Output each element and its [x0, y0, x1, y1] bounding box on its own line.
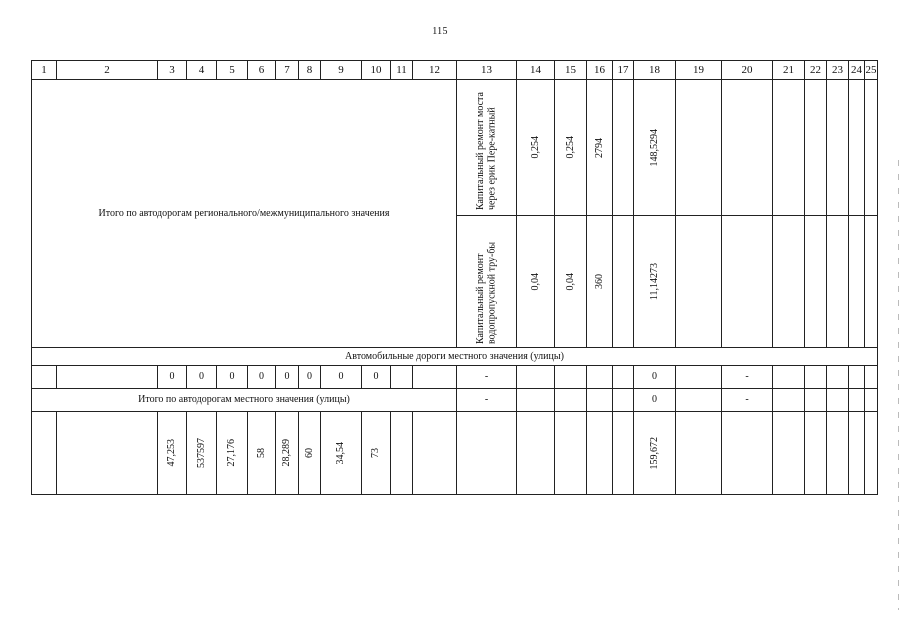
col-header: 15 [555, 61, 587, 80]
cell [517, 366, 555, 389]
cell-value: 11,14273 [648, 262, 660, 301]
regional-total-label: Итого по автодорогам регионального/межмуниципального значения [32, 80, 457, 348]
cell [849, 216, 865, 348]
col-header: 12 [413, 61, 457, 80]
cell [827, 412, 849, 495]
cell: 0 [321, 366, 362, 389]
col-header: 2 [57, 61, 158, 80]
cell [613, 412, 634, 495]
cell [676, 412, 722, 495]
local-total-label: Итого по автодорогам местного значения (улицы) [32, 389, 457, 412]
cell [865, 80, 878, 216]
cell [849, 389, 865, 412]
col-header: 18 [634, 61, 676, 80]
cell: 0 [634, 366, 676, 389]
cell [187, 412, 217, 495]
cell-value: 47,253 [166, 439, 178, 467]
col-header: 16 [587, 61, 613, 80]
cell [248, 412, 276, 495]
cell [517, 216, 555, 348]
cell-value: 148,5294 [648, 128, 660, 167]
col-header: 6 [248, 61, 276, 80]
cell [391, 366, 413, 389]
cell [299, 412, 321, 495]
col-header: 23 [827, 61, 849, 80]
cell [362, 412, 391, 495]
cell [634, 80, 676, 216]
cell [217, 412, 248, 495]
cell: - [722, 389, 773, 412]
cell [805, 80, 827, 216]
col-header: 20 [722, 61, 773, 80]
col-header: 11 [391, 61, 413, 80]
cell [276, 412, 299, 495]
col-header: 7 [276, 61, 299, 80]
cell [773, 80, 805, 216]
cell [722, 412, 773, 495]
cell [634, 412, 676, 495]
cell [613, 366, 634, 389]
cell [773, 412, 805, 495]
cell-value: 360 [593, 274, 605, 289]
work-description-text: Капитальный ремонт водопропускной тру-бы [475, 241, 498, 344]
cell [676, 216, 722, 348]
cell [865, 216, 878, 348]
cell [865, 412, 878, 495]
col-header: 17 [613, 61, 634, 80]
col-header: 1 [32, 61, 57, 80]
cell [805, 412, 827, 495]
cell [555, 80, 587, 216]
cell [321, 412, 362, 495]
cell [773, 366, 805, 389]
cell: 0 [187, 366, 217, 389]
cell [613, 389, 634, 412]
cell [722, 80, 773, 216]
cell [587, 389, 613, 412]
cell [32, 366, 57, 389]
col-header: 4 [187, 61, 217, 80]
cell [849, 412, 865, 495]
col-header: 9 [321, 61, 362, 80]
cell [413, 366, 457, 389]
cell [57, 366, 158, 389]
cell [827, 80, 849, 216]
col-header: 22 [805, 61, 827, 80]
cell [827, 216, 849, 348]
cell-value: 58 [255, 448, 267, 458]
cell [676, 366, 722, 389]
cell: 0 [158, 366, 187, 389]
cell-value: 27,176 [226, 439, 238, 467]
cell [805, 389, 827, 412]
cell-value: 0,254 [564, 136, 576, 159]
cell: 0 [299, 366, 321, 389]
cell-value: 0,04 [564, 272, 576, 291]
cell [517, 389, 555, 412]
cell [773, 389, 805, 412]
cell [457, 412, 517, 495]
cell [722, 216, 773, 348]
cell-value: 28,289 [281, 439, 293, 467]
cell [517, 412, 555, 495]
cell [773, 216, 805, 348]
col-header: 13 [457, 61, 517, 80]
cell-value: 159,672 [648, 436, 660, 470]
cell [587, 80, 613, 216]
col-header: 3 [158, 61, 187, 80]
col-header: 10 [362, 61, 391, 80]
cell [555, 389, 587, 412]
cell [849, 366, 865, 389]
work-description [457, 80, 517, 216]
cell [555, 412, 587, 495]
table-row [32, 389, 878, 412]
cell [613, 216, 634, 348]
cell [587, 366, 613, 389]
column-number-row [32, 61, 878, 80]
cell-value: 34,54 [335, 441, 347, 465]
table-row [32, 412, 878, 495]
col-header: 19 [676, 61, 722, 80]
work-description-text: Капитальный ремонт моста через ерик Пере-катный [475, 92, 498, 210]
local-section-title: Автомобильные дороги местного значения (улицы) [32, 348, 878, 366]
page-number: 115 [432, 26, 448, 37]
cell [391, 412, 413, 495]
section-header-row [32, 348, 878, 366]
cell: - [457, 389, 517, 412]
cell: - [457, 366, 517, 389]
cell [827, 366, 849, 389]
cell: 0 [217, 366, 248, 389]
cell-value: 73 [370, 448, 382, 458]
cell-value: 0,254 [529, 136, 541, 159]
cell [413, 412, 457, 495]
cell [676, 389, 722, 412]
cell: 0 [276, 366, 299, 389]
cell [676, 80, 722, 216]
cell-value: 60 [303, 448, 315, 458]
col-header: 14 [517, 61, 555, 80]
col-header: 24 [849, 61, 865, 80]
cell [555, 216, 587, 348]
cell: 0 [362, 366, 391, 389]
cell [865, 366, 878, 389]
cell [634, 216, 676, 348]
cell: - [722, 366, 773, 389]
work-description [457, 216, 517, 348]
cell [849, 80, 865, 216]
cell [805, 366, 827, 389]
table-row [32, 366, 878, 389]
cell-value: 537597 [195, 438, 207, 468]
col-header: 5 [217, 61, 248, 80]
cell [158, 412, 187, 495]
cell-value: 0,04 [529, 272, 541, 291]
col-header: 8 [299, 61, 321, 80]
cell [555, 366, 587, 389]
col-header: 21 [773, 61, 805, 80]
data-table [31, 60, 878, 495]
cell [517, 80, 555, 216]
cell [805, 216, 827, 348]
cell [587, 412, 613, 495]
cell: 0 [634, 389, 676, 412]
cell-value: 2794 [593, 137, 605, 158]
scan-edge-mark [898, 160, 899, 610]
cell [827, 389, 849, 412]
cell [613, 80, 634, 216]
table-row [32, 80, 878, 216]
cell [32, 412, 57, 495]
cell: 0 [248, 366, 276, 389]
cell [587, 216, 613, 348]
cell [865, 389, 878, 412]
cell [57, 412, 158, 495]
col-header: 25 [865, 61, 878, 80]
